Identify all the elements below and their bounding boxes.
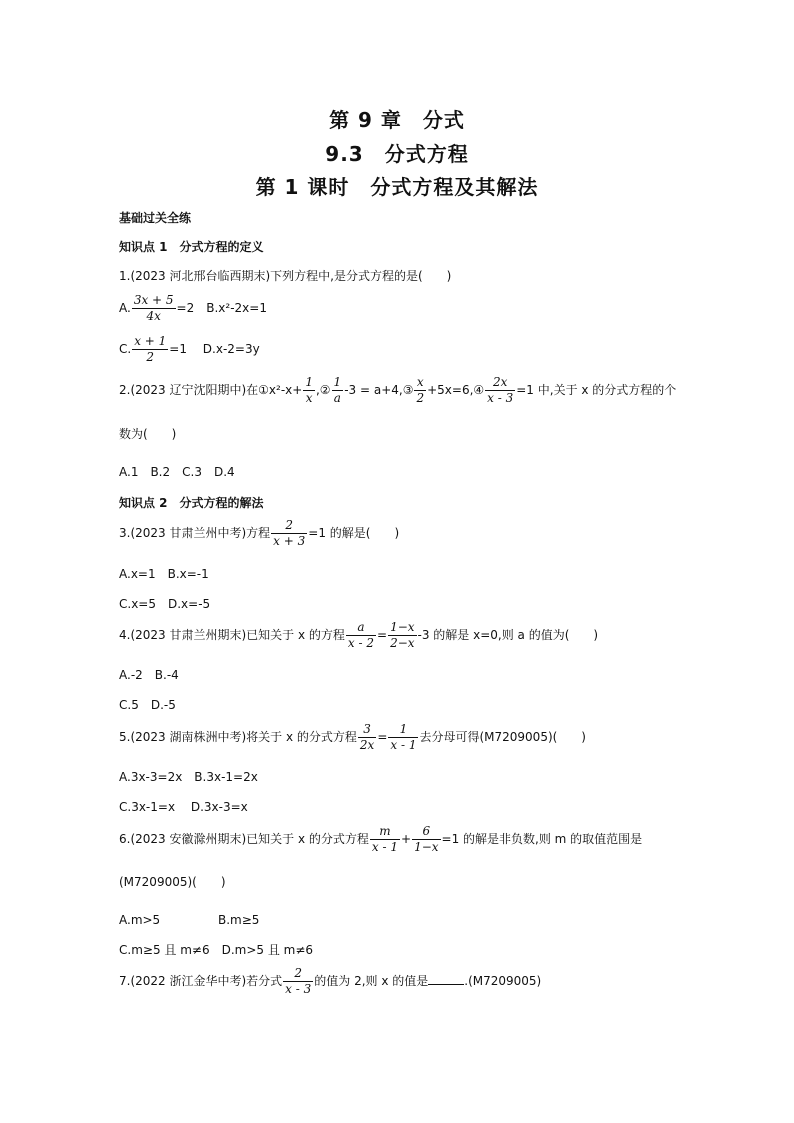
question-3-options-ab: A.x=1 B.x=-1 bbox=[119, 567, 209, 581]
question-2-stem-cont: 数为( ) bbox=[119, 427, 177, 441]
fraction: $\frac{2x}{x - 3}$ bbox=[487, 375, 514, 405]
question-1-options-ab: A. $\frac{3x + 5}{4x}$ =2 B.x²-2x=1 bbox=[119, 293, 267, 323]
fraction: $\frac{6}{1-x}$ bbox=[414, 824, 439, 854]
fraction: $\frac{3}{2x}$ bbox=[359, 722, 375, 752]
knowledge-point-2: 知识点 2 分式方程的解法 bbox=[119, 496, 264, 510]
question-3-stem: 3.(2023 甘肃兰州中考)方程 $\frac{2}{x + 3}$ =1 的解是( ) bbox=[119, 518, 400, 548]
fraction: $\frac{x}{2}$ bbox=[416, 375, 425, 405]
question-6-stem-cont: (M7209005)( ) bbox=[119, 875, 226, 889]
question-6-option-a: A.m>5 bbox=[119, 913, 161, 927]
question-6-options-cd: C.m≥5 且 m≠6 D.m>5 且 m≠6 bbox=[119, 943, 314, 957]
question-6-stem: 6.(2023 安徽滁州期末)已知关于 x 的分式方程 $\frac{m}{x - 1}$ + $\frac{6}{1-x}$ =1 的解是非负数,则 m 的取值范围是 bbox=[119, 824, 643, 854]
fraction: $\frac{x + 1}{2}$ bbox=[134, 334, 167, 364]
fraction: $\frac{a}{x - 2}$ bbox=[347, 620, 374, 650]
fraction: $\frac{1}{x - 1}$ bbox=[390, 722, 417, 752]
question-5-options-ab: A.3x-3=2x B.3x-1=2x bbox=[119, 770, 258, 784]
question-4-options-cd: C.5 D.-5 bbox=[119, 698, 176, 712]
chapter-title: 第 9 章 分式 bbox=[329, 108, 465, 132]
fraction: $\frac{m}{x - 1}$ bbox=[371, 824, 398, 854]
section-title: 9.3 分式方程 bbox=[325, 142, 469, 166]
fraction: $\frac{2}{x + 3}$ bbox=[273, 518, 306, 548]
question-5-options-cd: C.3x-1=x D.3x-3=x bbox=[119, 800, 248, 814]
question-5-stem: 5.(2023 湖南株洲中考)将关于 x 的分式方程 $\frac{3}{2x}$ = $\frac{1}{x - 1}$ 去分母可得(M7209005)( ) bbox=[119, 722, 586, 752]
question-6-option-b: B.m≥5 bbox=[218, 913, 260, 927]
question-3-options-cd: C.x=5 D.x=-5 bbox=[119, 597, 211, 611]
question-1-stem: 1.(2023 河北邢台临西期末)下列方程中,是分式方程的是( ) bbox=[119, 269, 452, 283]
fraction: $\frac{3x + 5}{4x}$ bbox=[133, 293, 174, 323]
fraction: $\frac{2}{x - 3}$ bbox=[285, 966, 312, 996]
question-7-stem: 7.(2022 浙江金华中考)若分式 $\frac{2}{x - 3}$ 的值为 2,则 x 的值是 .(M7209005) bbox=[119, 966, 542, 996]
question-4-stem: 4.(2023 甘肃兰州期末)已知关于 x 的方程 $\frac{a}{x - 2}$ = $\frac{1-x}{2-x}$ -3 的解是 x=0,则 a 的值为( ) bbox=[119, 620, 599, 650]
question-2-options: A.1 B.2 C.3 D.4 bbox=[119, 465, 235, 479]
question-4-options-ab: A.-2 B.-4 bbox=[119, 668, 179, 682]
answer-blank[interactable] bbox=[428, 974, 464, 985]
knowledge-point-1: 知识点 1 分式方程的定义 bbox=[119, 240, 264, 254]
fraction: $\frac{1}{a}$ bbox=[333, 375, 342, 405]
question-1-options-cd: C. $\frac{x + 1}{2}$ =1 D.x-2=3y bbox=[119, 334, 260, 364]
practice-title: 基础过关全练 bbox=[119, 211, 192, 225]
fraction: $\frac{1}{x}$ bbox=[305, 375, 313, 405]
lesson-title: 第 1 课时 分式方程及其解法 bbox=[255, 175, 539, 199]
fraction: $\frac{1-x}{2-x}$ bbox=[390, 620, 415, 650]
question-2-stem: 2.(2023 辽宁沈阳期中)在①x²-x+ $\frac{1}{x}$ ,② $\frac{1}{a}$ -3 = a+4,③ $\frac{x}{2}$ +5x=6,④ $\frac{2x}{x - 3}$ =1 中,关于 x 的分式方程的个 bbox=[119, 375, 677, 405]
